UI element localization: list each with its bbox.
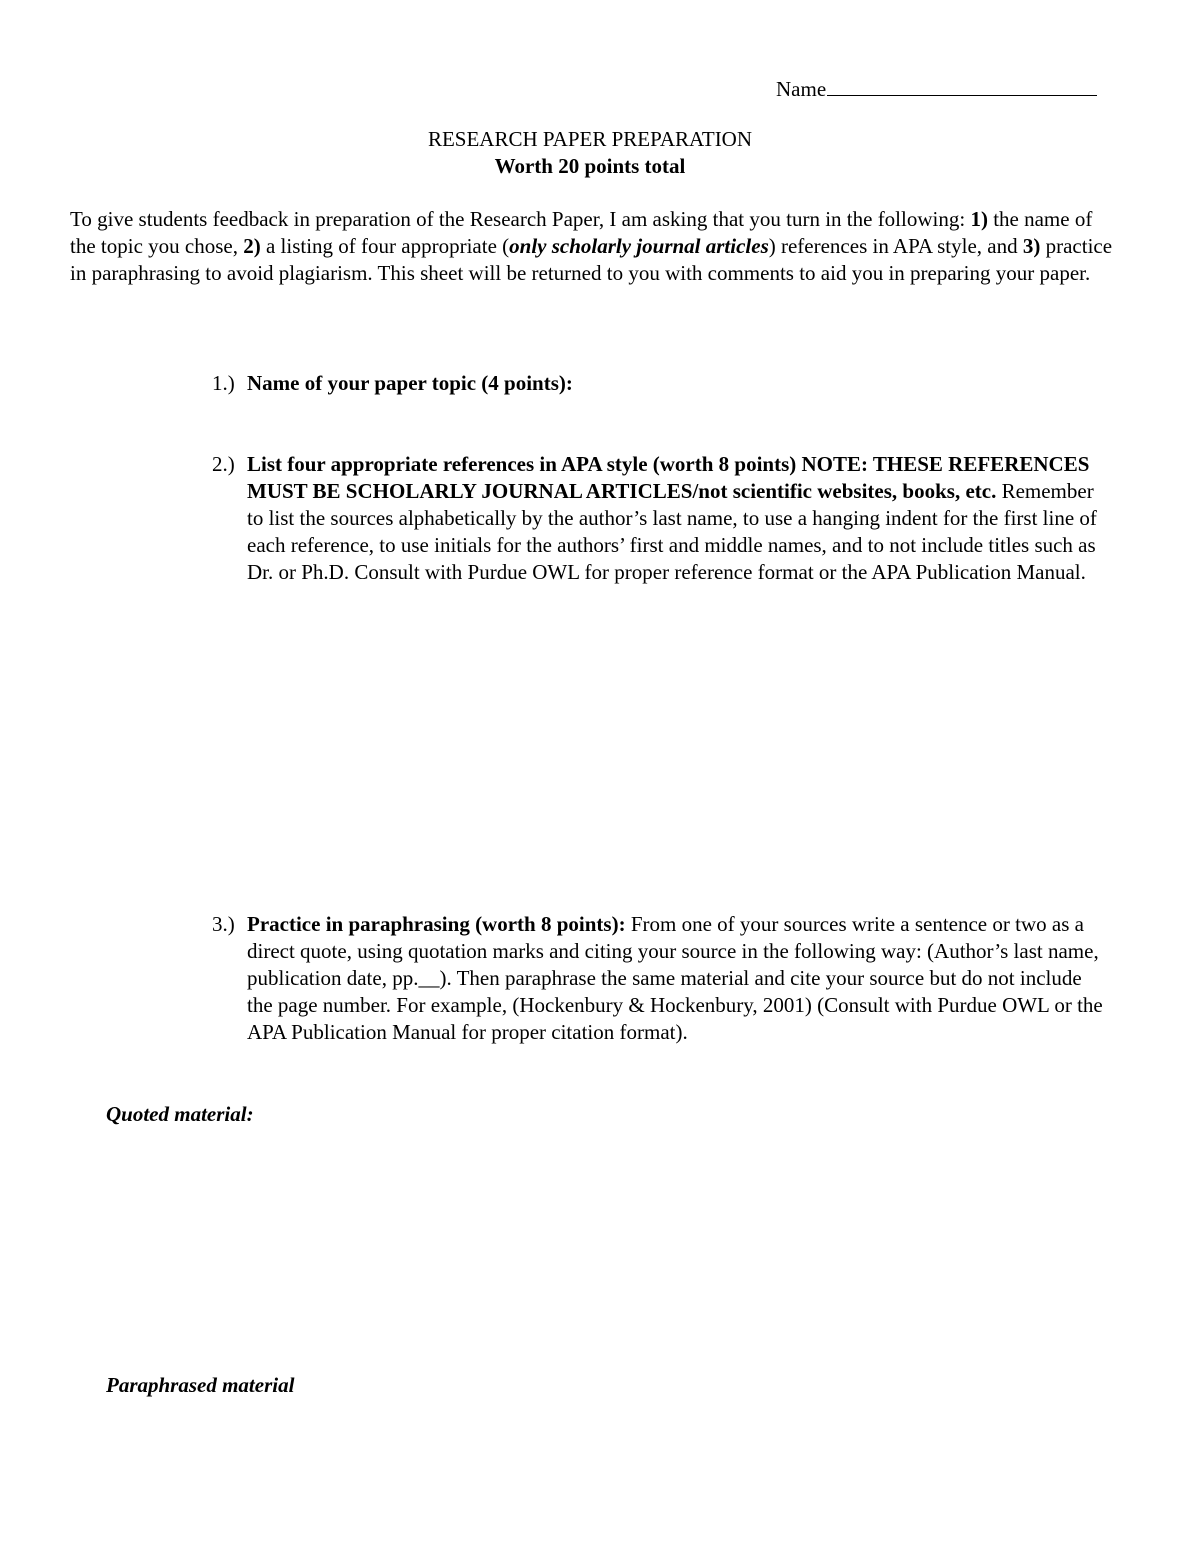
item-paraphrasing (212, 911, 1112, 1046)
item-heading: List four appropriate references in APA style (worth 8 points) NOTE: THESE REFERENCES MUST BE SCHOLARLY JOURNAL ARTICLES/not scientific websites, books, etc. (247, 452, 1090, 503)
document-subtitle: Worth 20 points total (494, 154, 686, 178)
item-heading: Name of your paper topic (4 points): (247, 371, 573, 395)
item-heading: Practice in paraphrasing (worth 8 points): (247, 912, 626, 936)
intro-text-3: a listing of four appropriate ( (260, 234, 510, 258)
intro-text-2: the name of the topic you chose, (70, 207, 1093, 258)
quoted-material-label: Quoted material: (106, 1102, 254, 1126)
item-references (212, 451, 1112, 586)
paraphrased-material-label: Paraphrased material (106, 1373, 295, 1397)
name-blank-line[interactable] (827, 73, 1097, 96)
intro-emphasis: only scholarly journal articles (509, 234, 769, 258)
name-field (776, 73, 1097, 103)
intro-num-2: 2) (243, 234, 261, 258)
item-body (247, 911, 1112, 1046)
intro-text-4: ) references in APA style, and (768, 234, 1023, 258)
intro-num-1: 1) (970, 207, 988, 231)
title-block (0, 126, 1180, 180)
name-label: Name (776, 77, 827, 101)
item-body (247, 451, 1112, 586)
item-body (247, 370, 1112, 397)
item-text: Remember to list the sources alphabetically by the author’s last name, to use a hanging indent for the first line of each reference, to use initials for the authors’ first and middle names, and to not include titles such as Dr. or Ph.D. Consult with Purdue OWL for proper reference format or the APA Publication Manual. (247, 479, 1097, 584)
intro-text-1: To give students feedback in preparation of the Research Paper, I am asking that you turn in the following: (70, 207, 971, 231)
item-text: From one of your sources write a sentence or two as a direct quote, using quotation marks and citing your source in the following way: (Author’s last name, publication date, pp.__). Then paraphrase the same material and cite your source but do not include the page number. For example, (Hockenbury & Hockenbury, 2001) (Consult with Purdue OWL or the APA Publication Manual for proper citation format). (247, 912, 1103, 1044)
intro-text-5: practice in paraphrasing to avoid plagiarism. This sheet will be returned to you with comments to aid you in preparing your paper. (70, 234, 1113, 285)
item-number: 3.) (212, 912, 235, 936)
item-number: 1.) (212, 371, 235, 395)
intro-num-3: 3) (1022, 234, 1041, 258)
intro-paragraph (70, 206, 1120, 287)
item-number: 2.) (212, 452, 235, 476)
document-title: RESEARCH PAPER PREPARATION (427, 127, 753, 151)
item-topic (212, 370, 1112, 397)
